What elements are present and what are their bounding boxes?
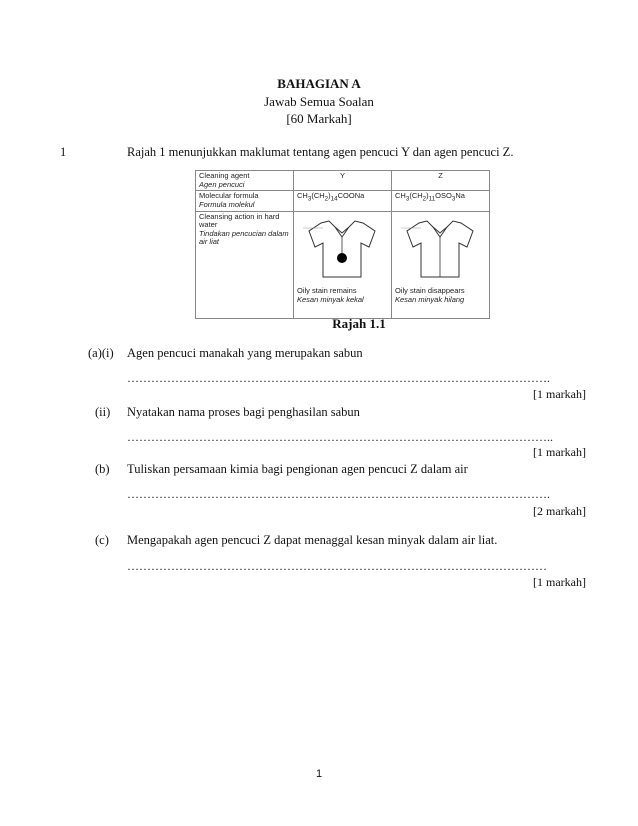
label-en: Molecular formula (199, 191, 259, 201)
result-y (294, 211, 392, 318)
oily-stain-mark (337, 253, 347, 263)
row-label-formula (196, 191, 294, 211)
part-question: Nyatakan nama proses bagi penghasilan sabun (127, 405, 360, 419)
page-number: 1 (315, 768, 323, 780)
result-z (392, 211, 490, 318)
label-en: Cleaning agent (199, 171, 250, 180)
column-header-z: Z (392, 171, 490, 191)
row-label-action (196, 211, 294, 318)
row-label-agent (196, 171, 294, 191)
section-title: BAHAGIAN A (277, 76, 361, 91)
marks-label: [1 markah] (533, 387, 586, 401)
part-question: Agen pencuci manakah yang merupakan sabun (127, 346, 363, 360)
part-label: (a)(i) (88, 346, 114, 360)
marks-label: [2 markah] (533, 504, 586, 518)
shirt-with-stain-icon (297, 213, 387, 285)
part-label: (c) (95, 533, 109, 547)
answer-line[interactable]: ……………………………………………………………………………………………. (127, 487, 550, 501)
section-marks: [60 Markah] (286, 111, 352, 126)
table-row (196, 171, 490, 191)
answer-line[interactable]: …………………………………………………………………………………………….. (127, 430, 553, 444)
part-question: Tuliskan persamaan kimia bagi pengionan agen pencuci Z dalam air (127, 462, 468, 476)
cleaning-agent-table (195, 170, 490, 319)
part-label: (ii) (95, 405, 111, 419)
result-en: Oily stain remains (297, 286, 357, 296)
answer-line[interactable]: …………………………………………………………………………………………… (127, 559, 547, 573)
question-number: 1 (60, 145, 67, 159)
figure-caption: Rajah 1.1 (332, 316, 386, 331)
answer-line[interactable]: ……………………………………………………………………………………………. (127, 371, 550, 385)
marks-label: [1 markah] (533, 575, 586, 589)
figure-rajah-1 (195, 170, 490, 319)
result-ms: Kesan minyak hilang (395, 294, 465, 304)
label-ms: Tindakan pencucian dalam air liat (199, 228, 289, 247)
label-ms: Agen pencuci (199, 179, 245, 189)
section-instruction: Jawab Semua Soalan (264, 94, 374, 109)
marks-label: [1 markah] (533, 445, 586, 459)
clean-shirt-icon (395, 213, 485, 285)
label-ms: Formula molekul (199, 199, 255, 209)
table-row (196, 211, 490, 318)
result-ms: Kesan minyak kekal (297, 294, 364, 304)
formula-y: $CH_3(CH_2)_{14}COONa$ (294, 191, 392, 211)
result-en: Oily stain disappears (395, 286, 465, 296)
formula-z: $CH_3(CH_2)_{11}OSO_3Na$ (392, 191, 490, 211)
question-stem: Rajah 1 menunjukkan maklumat tentang agen pencuci Y dan agen pencuci Z. (127, 145, 514, 159)
part-question: Mengapakah agen pencuci Z dapat menaggal kesan minyak dalam air liat. (127, 533, 498, 547)
part-label: (b) (95, 462, 110, 476)
label-en: Cleansing action in hard water (199, 211, 280, 230)
column-header-y: Y (294, 171, 392, 191)
table-row (196, 191, 490, 211)
